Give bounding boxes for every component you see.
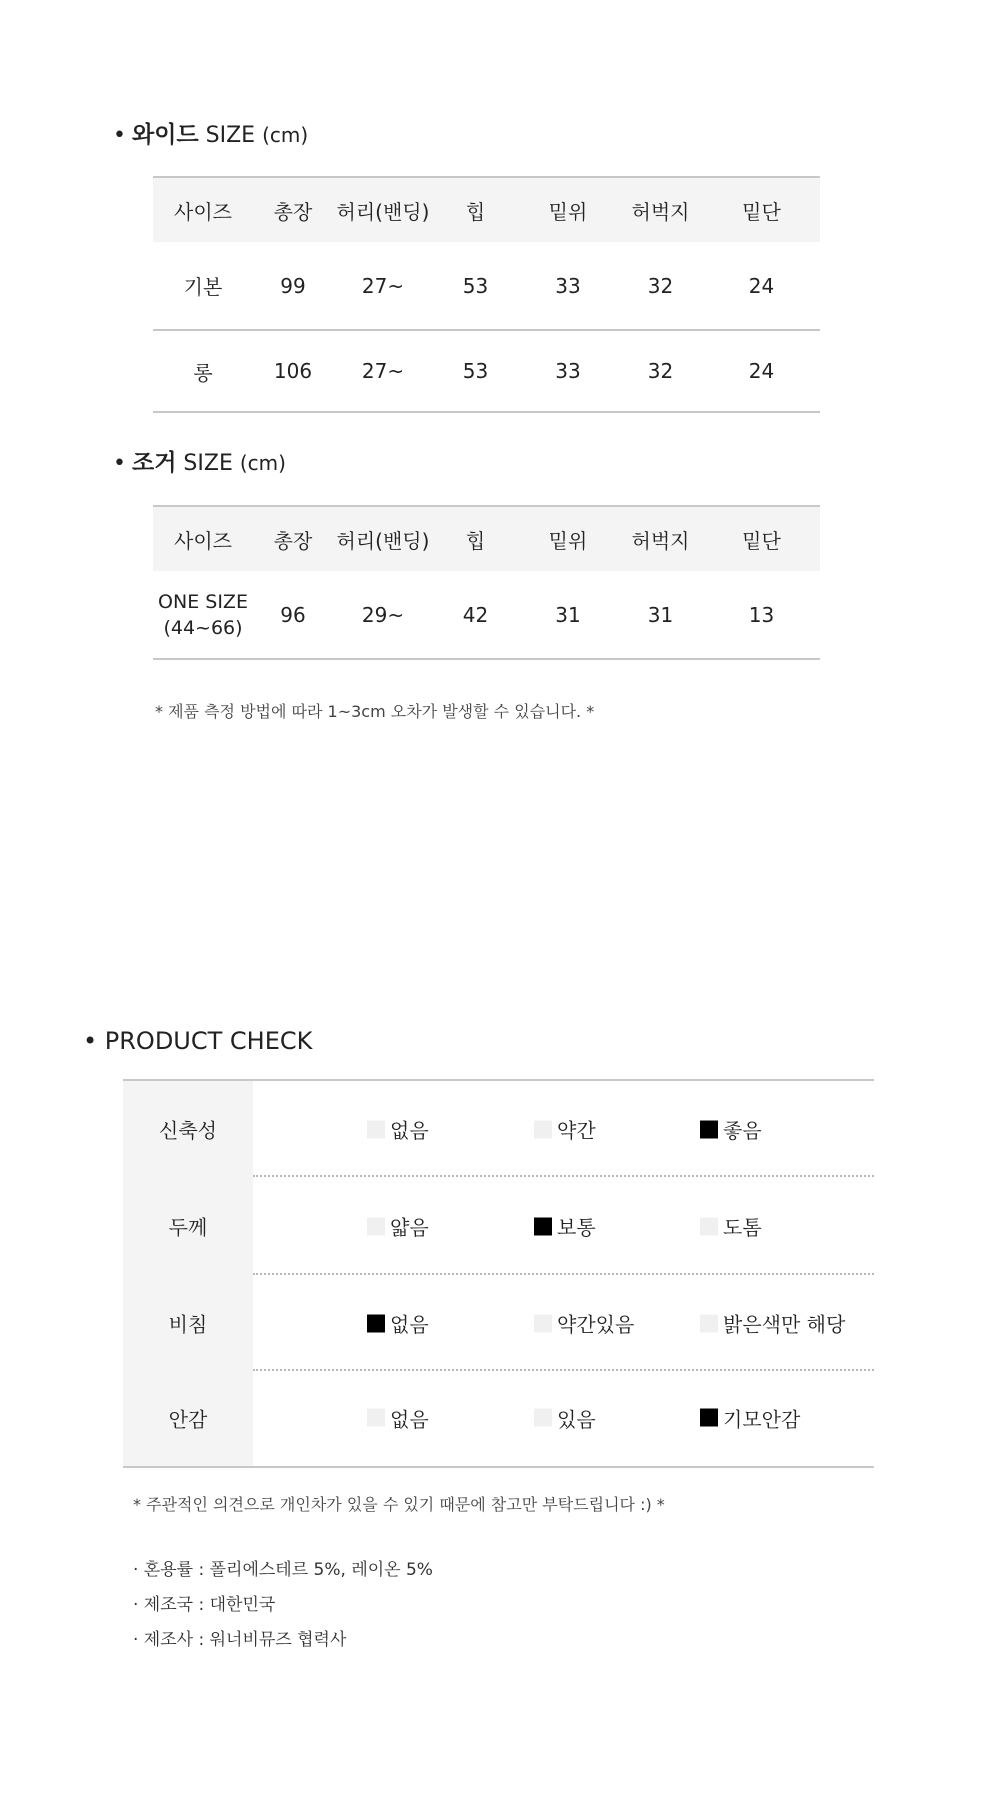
check-row-label: 두께 [168,1215,208,1240]
header-cell: 허벅지 [631,199,690,224]
header-cell: 힙 [465,199,486,224]
table-header-row [153,506,820,571]
check-row-lining [123,1371,874,1464]
checkbox-icon [367,1120,385,1138]
header-cell: 밑단 [742,199,781,224]
checkbox-checked-icon [700,1409,718,1427]
checkbox-icon [367,1217,385,1235]
check-option [534,1212,596,1241]
option-label: 있음 [557,1407,596,1431]
check-option [534,1403,596,1432]
table-cell: 33 [555,273,581,298]
option-label: 밝은색만 해당 [723,1312,846,1337]
table-cell: 롱 [193,360,213,385]
option-label: 약간있음 [557,1312,635,1337]
check-option [367,1309,429,1338]
bullet: • [113,123,126,148]
header-cell: 허리(밴딩) [336,199,430,224]
check-option [367,1212,429,1241]
check-option [700,1212,762,1241]
wide-size-title [113,116,308,149]
header-cell: 사이즈 [174,199,232,224]
table-cell: 27~ [361,359,405,383]
table-cell: 106 [273,359,313,383]
table-cell: 24 [748,359,775,383]
check-row-stretch [123,1081,874,1177]
info-material: · 혼용률 : 폴리에스테르 5%, 레이온 5% [133,1560,433,1580]
table-cell: 96 [280,602,306,627]
header-cell: 허벅지 [631,528,690,553]
table-cell: 31 [647,602,674,627]
product-check-note: * 주관적인 의견으로 개인차가 있을 수 있기 때문에 참고만 부탁드립니다 :) * [133,1495,665,1514]
check-option [367,1403,429,1432]
table-header-row [153,177,820,242]
option-label: 약간 [557,1118,596,1143]
option-label: 도톰 [723,1215,762,1240]
wide-title-unit: (cm) [262,123,309,147]
header-cell: 밑단 [742,528,781,553]
table-cell: 32 [647,273,674,298]
table-cell: 기본 [183,275,223,299]
checkbox-icon [700,1217,718,1235]
check-option [700,1115,762,1144]
check-option [700,1309,845,1338]
jogger-size-table [153,505,820,660]
check-option [534,1309,634,1338]
jogger-title-unit: (cm) [239,451,286,475]
checkbox-checked-icon [534,1217,552,1235]
table-cell: 33 [555,359,581,383]
size-name-line: ONE SIZE [158,590,248,613]
check-row-label: 비침 [168,1312,208,1337]
checkbox-checked-icon [700,1120,718,1138]
wide-size-table [153,176,820,413]
header-cell: 총장 [273,528,313,553]
table-cell: 31 [555,602,581,627]
jogger-size-title [113,444,286,477]
check-option [367,1115,429,1144]
wide-title-kr: 와이드 [131,122,199,148]
table-cell: 29~ [361,602,405,627]
header-cell: 총장 [273,199,313,224]
option-label: 좋음 [723,1118,762,1143]
table-row [153,571,820,659]
checkbox-icon [534,1314,552,1332]
table-cell: 27~ [361,273,405,298]
header-cell: 밑위 [548,528,588,553]
info-manufacturer: · 제조사 : 워너비뮤즈 협력사 [133,1630,347,1650]
option-label: 없음 [390,1118,429,1143]
table-cell: 53 [462,273,489,298]
info-country: · 제조국 : 대한민국 [133,1595,276,1615]
jogger-title-en: SIZE [183,451,233,476]
header-cell: 밑위 [548,199,588,224]
table-cell: 13 [748,602,775,627]
check-option [534,1115,596,1144]
option-label: 기모안감 [723,1407,801,1431]
table-cell: 42 [462,602,489,627]
option-label: 없음 [390,1312,429,1337]
table-cell: 24 [748,273,775,298]
table-cell: 32 [647,359,674,383]
check-row-label: 안감 [168,1407,208,1431]
size-name-cell [153,571,253,659]
check-option [700,1403,800,1432]
option-label: 얇음 [390,1215,429,1240]
checkbox-icon [700,1314,718,1332]
checkbox-checked-icon [367,1314,385,1332]
bullet: • [113,451,126,476]
header-cell: 힙 [465,528,486,553]
check-row-thickness [123,1177,874,1275]
product-check-title: • PRODUCT CHECK [83,1027,313,1055]
check-row-sheerness [123,1275,874,1371]
product-check-table [123,1079,874,1468]
table-cell: 99 [280,273,306,298]
checkbox-icon [534,1409,552,1427]
table-cell: 53 [462,359,489,383]
table-row [153,330,820,412]
checkbox-icon [367,1409,385,1427]
table-row [153,242,820,330]
check-row-label: 신축성 [159,1118,217,1143]
size-range-line: (44~66) [163,616,243,639]
wide-title-en: SIZE [205,123,256,148]
option-label: 보통 [557,1215,596,1240]
option-label: 없음 [390,1407,429,1431]
jogger-title-kr: 조거 [131,450,177,476]
header-cell: 허리(밴딩) [336,528,430,553]
header-cell: 사이즈 [174,528,232,553]
size-note: * 제품 측정 방법에 따라 1~3cm 오차가 발생할 수 있습니다. * [155,702,595,721]
checkbox-icon [534,1120,552,1138]
